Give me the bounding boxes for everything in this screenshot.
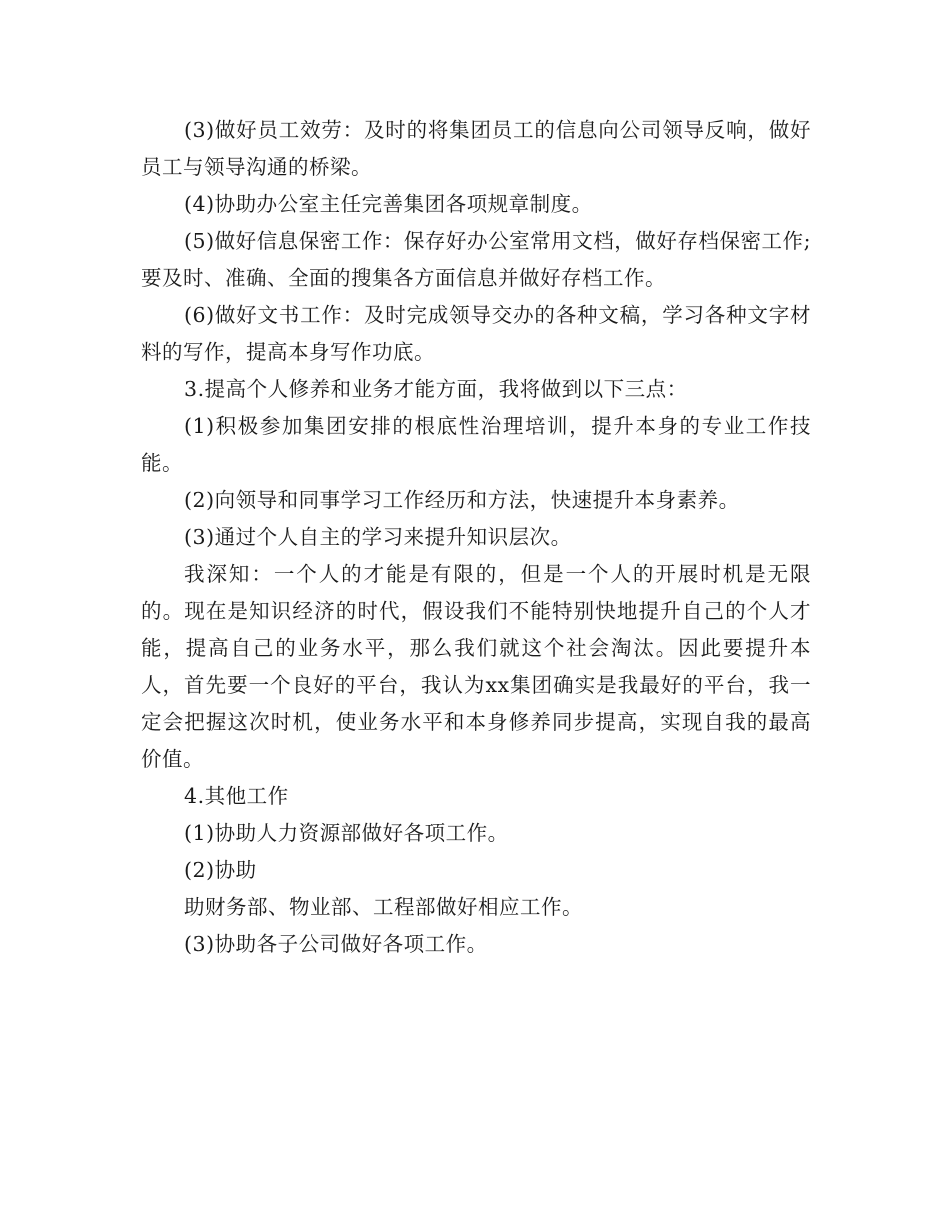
paragraph-hr-assist: (1)协助人力资源部做好各项工作。	[184, 821, 509, 845]
section-heading-other-work: 4.其他工作	[184, 784, 289, 808]
paragraph-regulations: (4)协助办公室主任完善集团各项规章制度。	[184, 192, 593, 216]
paragraph-confidentiality: (5)做好信息保密工作：保存好办公室常用文档，做好存档保密工作;要及时、准确、全面的搜集各方面信息并做好存档工作。	[141, 229, 811, 290]
paragraph-assist-start: (2)协助	[184, 858, 257, 882]
paragraph-assist-departments: 助财务部、物业部、工程部做好相应工作。	[184, 895, 584, 919]
paragraph-subsidiaries-assist: (3)协助各子公司做好各项工作。	[184, 932, 488, 956]
paragraph-self-study: (3)通过个人自主的学习来提升知识层次。	[184, 525, 572, 549]
paragraph-training: (1)积极参加集团安排的根底性治理培训，提升本身的专业工作技能。	[141, 414, 811, 475]
paragraph-learn-from-colleagues: (2)向领导和同事学习工作经历和方法，快速提升本身素养。	[184, 488, 740, 512]
paragraph-clerical-work: (6)做好文书工作：及时完成领导交办的各种文稿，学习各种文字材料的写作，提高本身写作功底。	[141, 303, 811, 364]
paragraph-reflection: 我深知：一个人的才能是有限的，但是一个人的开展时机是无限的。现在是知识经济的时代，假设我们不能特别快地提升自己的个人才能，提高自己的业务水平，那么我们就这个社会淘汰。因此要提升本人，首先要一个良好的平台，我认为xx集团确实是我最好的平台，我一定会把握这次时机，使业务水平和本身修养同步提高，实现自我的最高价值。	[141, 562, 811, 771]
section-heading-self-improvement: 3.提高个人修养和业务才能方面，我将做到以下三点：	[184, 377, 688, 401]
paragraph-staff-service: (3)做好员工效劳：及时的将集团员工的信息向公司领导反响，做好员工与领导沟通的桥梁。	[141, 118, 811, 179]
document-body	[141, 112, 811, 963]
